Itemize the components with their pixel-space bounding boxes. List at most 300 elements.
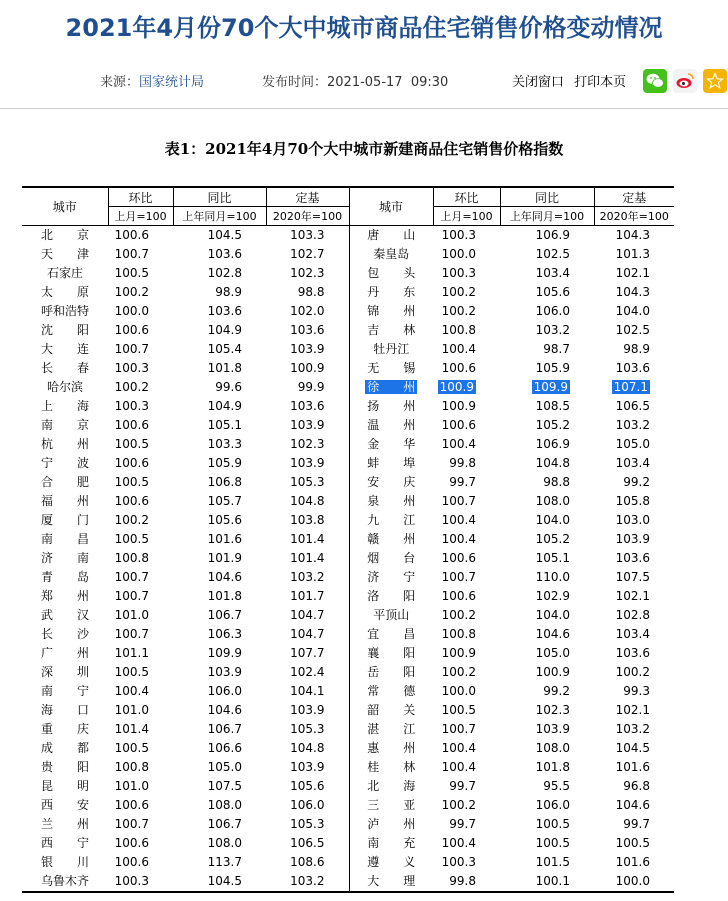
city-cell	[22, 587, 108, 606]
index-value: 104.7	[290, 627, 325, 641]
index-value-cell	[266, 815, 349, 834]
index-value: 102.3	[535, 703, 570, 717]
index-value-cell	[266, 283, 349, 302]
index-value: 100.2	[114, 285, 149, 299]
index-value: 100.9	[441, 399, 476, 413]
index-value-cell	[594, 606, 674, 625]
index-value: 103.9	[535, 722, 570, 736]
index-value-cell	[108, 397, 173, 416]
city-cell	[349, 796, 433, 815]
city-cell	[349, 378, 433, 397]
city-name: 三 亚	[367, 798, 416, 812]
index-value: 105.0	[615, 437, 650, 451]
city-cell	[349, 872, 433, 892]
city-name: 北 京	[40, 228, 89, 242]
city-cell	[349, 815, 433, 834]
index-value: 100.3	[114, 399, 149, 413]
index-value: 100.9	[535, 665, 570, 679]
table-row	[22, 720, 674, 739]
index-value: 99.6	[215, 380, 242, 394]
city-name: 平顶山	[373, 608, 410, 622]
index-value: 99.7	[449, 475, 476, 489]
index-value-cell	[433, 872, 500, 892]
index-value-cell	[173, 663, 266, 682]
index-value-cell	[500, 302, 594, 321]
index-value: 100.7	[441, 494, 476, 508]
page-title: 2021年4月份70个大中城市商品住宅销售价格变动情况	[65, 14, 663, 42]
city-name: 秦皇岛	[373, 247, 410, 261]
city-name: 赣 州	[367, 532, 416, 546]
city-name: 广 州	[40, 646, 89, 660]
index-value: 107.5	[615, 570, 650, 584]
index-value: 99.7	[449, 817, 476, 831]
index-value-cell	[433, 264, 500, 283]
index-value-cell	[433, 473, 500, 492]
index-value-cell	[594, 530, 674, 549]
index-value-cell	[108, 511, 173, 530]
index-value-cell	[594, 625, 674, 644]
index-value-cell	[594, 378, 674, 397]
index-value-cell	[500, 568, 594, 587]
index-value: 103.4	[615, 627, 650, 641]
index-value-cell	[266, 245, 349, 264]
index-value-cell	[266, 530, 349, 549]
index-value: 100.0	[441, 247, 476, 261]
city-name: 长 沙	[40, 627, 89, 641]
table-row	[22, 815, 674, 834]
index-value: 100.7	[441, 570, 476, 584]
table-row	[22, 245, 674, 264]
city-cell	[349, 454, 433, 473]
index-value-cell	[108, 701, 173, 720]
index-value-cell	[500, 606, 594, 625]
index-value-cell	[500, 378, 594, 397]
index-value: 100.2	[114, 513, 149, 527]
index-value: 106.3	[207, 627, 242, 641]
index-value: 100.8	[441, 323, 476, 337]
index-value: 105.3	[290, 817, 325, 831]
city-name: 杭 州	[40, 437, 89, 451]
table-row	[22, 492, 674, 511]
table-row	[22, 587, 674, 606]
index-value: 101.6	[615, 855, 650, 869]
city-cell	[22, 853, 108, 872]
index-value: 103.0	[615, 513, 650, 527]
index-value-cell	[108, 245, 173, 264]
index-value-cell	[173, 739, 266, 758]
index-value: 106.9	[535, 228, 570, 242]
city-name: 太 原	[40, 285, 89, 299]
city-name: 南 宁	[40, 684, 89, 698]
city-name: 大 理	[367, 874, 416, 888]
city-name: 石家庄	[46, 266, 83, 280]
city-cell	[22, 834, 108, 853]
city-name: 上 海	[40, 399, 89, 413]
index-value: 104.1	[290, 684, 325, 698]
index-value-cell	[433, 758, 500, 777]
index-value-cell	[173, 549, 266, 568]
index-value-cell	[500, 625, 594, 644]
city-cell	[22, 416, 108, 435]
city-name: 乌鲁木齐	[40, 874, 89, 888]
index-value: 104.6	[207, 703, 242, 717]
city-name: 金 华	[367, 437, 416, 451]
index-value: 100.4	[441, 836, 476, 850]
index-value-cell	[500, 454, 594, 473]
index-value-cell	[500, 321, 594, 340]
city-cell	[349, 549, 433, 568]
index-value: 103.2	[290, 874, 325, 888]
index-value-cell	[500, 549, 594, 568]
index-value: 102.5	[615, 323, 650, 337]
index-value-cell	[266, 568, 349, 587]
table-row	[22, 511, 674, 530]
city-cell	[22, 492, 108, 511]
index-value: 106.0	[290, 798, 325, 812]
index-value: 99.8	[449, 456, 476, 470]
index-value-cell	[500, 853, 594, 872]
table-row	[22, 530, 674, 549]
city-cell	[22, 302, 108, 321]
city-name: 宜 昌	[367, 627, 416, 641]
index-value-cell	[266, 359, 349, 378]
city-cell	[22, 321, 108, 340]
base-header: 定基	[266, 187, 349, 207]
index-value: 109.9	[533, 380, 568, 394]
index-value-cell	[500, 682, 594, 701]
index-value: 106.7	[207, 608, 242, 622]
index-value: 105.3	[290, 475, 325, 489]
city-name: 哈尔滨	[46, 380, 83, 394]
table-row	[22, 834, 674, 853]
index-value-cell	[594, 226, 674, 246]
index-value: 105.8	[615, 494, 650, 508]
index-value: 105.4	[207, 342, 242, 356]
index-value: 102.3	[290, 266, 325, 280]
city-cell	[22, 796, 108, 815]
index-value-cell	[173, 492, 266, 511]
city-name: 郑 州	[40, 589, 89, 603]
city-cell	[349, 435, 433, 454]
index-value: 108.0	[207, 798, 242, 812]
index-value-cell	[433, 245, 500, 264]
index-value-cell	[500, 587, 594, 606]
index-value-cell	[173, 872, 266, 892]
index-value-cell	[108, 530, 173, 549]
table-row	[22, 283, 674, 302]
publish-time	[262, 72, 448, 94]
city-cell	[22, 454, 108, 473]
index-value-cell	[173, 568, 266, 587]
yoy-header-2: 同比	[500, 187, 594, 207]
index-value: 104.0	[535, 608, 570, 622]
city-name: 遵 义	[367, 855, 416, 869]
city-name: 九 江	[367, 513, 416, 527]
index-value-cell	[173, 834, 266, 853]
index-value: 102.8	[615, 608, 650, 622]
table-row	[22, 739, 674, 758]
city-name: 包 头	[367, 266, 416, 280]
index-value: 100.9	[441, 646, 476, 660]
city-cell	[22, 720, 108, 739]
city-name: 成 都	[40, 741, 89, 755]
index-value: 102.3	[290, 437, 325, 451]
index-value: 106.0	[207, 684, 242, 698]
city-name: 襄 阳	[367, 646, 416, 660]
index-value-cell	[594, 245, 674, 264]
city-cell	[349, 245, 433, 264]
index-value-cell	[594, 283, 674, 302]
index-value: 105.6	[535, 285, 570, 299]
city-name: 洛 阳	[367, 589, 416, 603]
index-value: 100.2	[441, 285, 476, 299]
index-value-cell	[594, 663, 674, 682]
mom-subheader: 上月=100	[108, 207, 173, 226]
meta-line	[100, 72, 449, 94]
index-value-cell	[433, 777, 500, 796]
source-label: 来源：	[100, 75, 140, 90]
index-value: 100.6	[114, 323, 149, 337]
index-value-cell	[108, 720, 173, 739]
city-name: 岳 阳	[367, 665, 416, 679]
city-name: 兰 州	[40, 817, 89, 831]
city-name: 西 安	[40, 798, 89, 812]
city-cell	[22, 568, 108, 587]
table-row	[22, 454, 674, 473]
index-value: 101.6	[207, 532, 242, 546]
page-actions	[512, 72, 632, 94]
table-row	[22, 549, 674, 568]
index-value-cell	[173, 625, 266, 644]
index-value-cell	[266, 321, 349, 340]
index-value-cell	[594, 454, 674, 473]
index-value: 100.7	[441, 722, 476, 736]
index-value: 100.6	[441, 361, 476, 375]
index-value-cell	[594, 435, 674, 454]
index-value: 103.9	[615, 532, 650, 546]
index-value: 100.6	[114, 855, 149, 869]
index-value: 106.5	[290, 836, 325, 850]
index-value-cell	[108, 321, 173, 340]
index-value-cell	[594, 739, 674, 758]
index-value: 100.3	[114, 874, 149, 888]
city-name: 韶 关	[367, 703, 416, 717]
index-value: 100.5	[535, 836, 570, 850]
index-value-cell	[266, 758, 349, 777]
index-value-cell	[500, 739, 594, 758]
index-value: 108.0	[535, 741, 570, 755]
city-cell	[349, 834, 433, 853]
city-name: 泉 州	[367, 494, 416, 508]
index-value: 105.7	[207, 494, 242, 508]
city-name: 南 京	[40, 418, 89, 432]
index-value-cell	[433, 549, 500, 568]
index-value-cell	[173, 264, 266, 283]
qzone-share-icon[interactable]	[703, 69, 727, 93]
index-value: 105.3	[290, 722, 325, 736]
index-value-cell	[594, 587, 674, 606]
index-value-cell	[266, 663, 349, 682]
index-value: 107.5	[207, 779, 242, 793]
city-cell	[22, 530, 108, 549]
index-value-cell	[266, 587, 349, 606]
index-value: 103.4	[535, 266, 570, 280]
index-value-cell	[500, 245, 594, 264]
index-value: 98.8	[297, 285, 325, 299]
index-value-cell	[173, 226, 266, 246]
index-value-cell	[173, 606, 266, 625]
table-row	[22, 853, 674, 872]
city-name: 锦 州	[367, 304, 416, 318]
index-value: 100.8	[114, 760, 149, 774]
index-value: 100.3	[441, 228, 476, 242]
index-value: 103.2	[535, 323, 570, 337]
index-value-cell	[594, 302, 674, 321]
published-value: 2021-05-17 09:30	[327, 75, 449, 90]
index-value: 98.9	[215, 285, 242, 299]
wechat-share-icon[interactable]	[643, 69, 667, 93]
index-value: 104.5	[615, 741, 650, 755]
city-cell	[22, 226, 108, 246]
table-row	[22, 473, 674, 492]
index-value-cell	[433, 625, 500, 644]
index-value-cell	[433, 701, 500, 720]
index-value-cell	[500, 340, 594, 359]
city-name: 安 庆	[367, 475, 416, 489]
index-value-cell	[108, 872, 173, 892]
city-name: 牡丹江	[373, 342, 410, 356]
index-value-cell	[108, 454, 173, 473]
index-value-cell	[433, 416, 500, 435]
city-cell	[22, 473, 108, 492]
city-cell	[22, 606, 108, 625]
index-value: 104.9	[207, 323, 242, 337]
index-value: 104.5	[207, 874, 242, 888]
city-cell	[22, 340, 108, 359]
index-value-cell	[433, 796, 500, 815]
index-value-cell	[266, 834, 349, 853]
index-value-cell	[433, 682, 500, 701]
index-value: 96.8	[623, 779, 650, 793]
index-value: 106.7	[207, 722, 242, 736]
index-value-cell	[108, 416, 173, 435]
index-value: 101.4	[114, 722, 149, 736]
base-subheader-2: 2020年=100	[594, 207, 674, 226]
index-value-cell	[173, 378, 266, 397]
index-value-cell	[500, 720, 594, 739]
source-link[interactable]: 国家统计局	[139, 75, 205, 90]
table-row	[22, 872, 674, 892]
city-cell	[22, 872, 108, 892]
yoy-subheader: 上年同月=100	[173, 207, 266, 226]
index-value-cell	[173, 283, 266, 302]
index-value-cell	[108, 777, 173, 796]
city-cell	[22, 644, 108, 663]
index-value: 103.3	[207, 437, 242, 451]
published-label: 发布时间：	[262, 75, 328, 90]
index-value-cell	[173, 530, 266, 549]
city-cell	[349, 568, 433, 587]
index-value: 100.6	[114, 836, 149, 850]
index-value-cell	[108, 568, 173, 587]
index-value-cell	[500, 435, 594, 454]
table-row	[22, 302, 674, 321]
yoy-header: 同比	[173, 187, 266, 207]
index-value-cell	[173, 701, 266, 720]
index-value: 106.7	[207, 817, 242, 831]
city-name: 呼和浩特	[40, 304, 89, 318]
city-cell	[349, 397, 433, 416]
index-value: 104.6	[615, 798, 650, 812]
table-row	[22, 340, 674, 359]
city-cell	[349, 701, 433, 720]
index-value-cell	[433, 454, 500, 473]
city-cell	[22, 625, 108, 644]
index-value: 103.9	[290, 456, 325, 470]
table-row	[22, 435, 674, 454]
city-cell	[22, 758, 108, 777]
index-value: 106.6	[207, 741, 242, 755]
index-value-cell	[433, 226, 500, 246]
index-value: 100.6	[441, 418, 476, 432]
close-window-button[interactable]: 关闭窗口	[512, 75, 565, 90]
index-value-cell	[173, 758, 266, 777]
index-value-cell	[173, 302, 266, 321]
index-value-cell	[433, 283, 500, 302]
index-value: 95.5	[543, 779, 570, 793]
index-value: 104.8	[535, 456, 570, 470]
city-cell	[349, 302, 433, 321]
index-value-cell	[173, 644, 266, 663]
weibo-share-icon[interactable]	[673, 69, 697, 93]
index-value-cell	[173, 815, 266, 834]
index-value-cell	[108, 340, 173, 359]
index-value-cell	[433, 587, 500, 606]
base-subheader: 2020年=100	[266, 207, 349, 226]
index-value-cell	[173, 853, 266, 872]
index-value: 103.2	[615, 418, 650, 432]
index-value-cell	[594, 644, 674, 663]
index-value-cell	[500, 283, 594, 302]
index-value: 102.1	[615, 266, 650, 280]
index-value-cell	[108, 606, 173, 625]
city-name: 唐 山	[367, 228, 416, 242]
index-value: 103.9	[290, 342, 325, 356]
index-value: 103.9	[290, 418, 325, 432]
city-cell	[349, 264, 433, 283]
print-page-button[interactable]: 打印本页	[574, 75, 627, 90]
city-cell	[22, 739, 108, 758]
index-value: 100.3	[441, 855, 476, 869]
header-divider	[0, 108, 728, 109]
city-name: 海 口	[40, 703, 89, 717]
table-row	[22, 644, 674, 663]
index-value: 100.9	[439, 380, 474, 394]
index-value: 100.0	[441, 684, 476, 698]
city-cell	[349, 625, 433, 644]
index-value: 108.5	[535, 399, 570, 413]
mom-subheader-2: 上月=100	[433, 207, 500, 226]
index-value: 98.8	[543, 475, 570, 489]
city-name: 温 州	[367, 418, 416, 432]
index-value-cell	[594, 397, 674, 416]
city-name: 湛 江	[367, 722, 416, 736]
index-value-cell	[266, 549, 349, 568]
index-value: 103.9	[290, 760, 325, 774]
index-value: 100.5	[114, 665, 149, 679]
table-row	[22, 777, 674, 796]
index-value: 105.1	[535, 551, 570, 565]
